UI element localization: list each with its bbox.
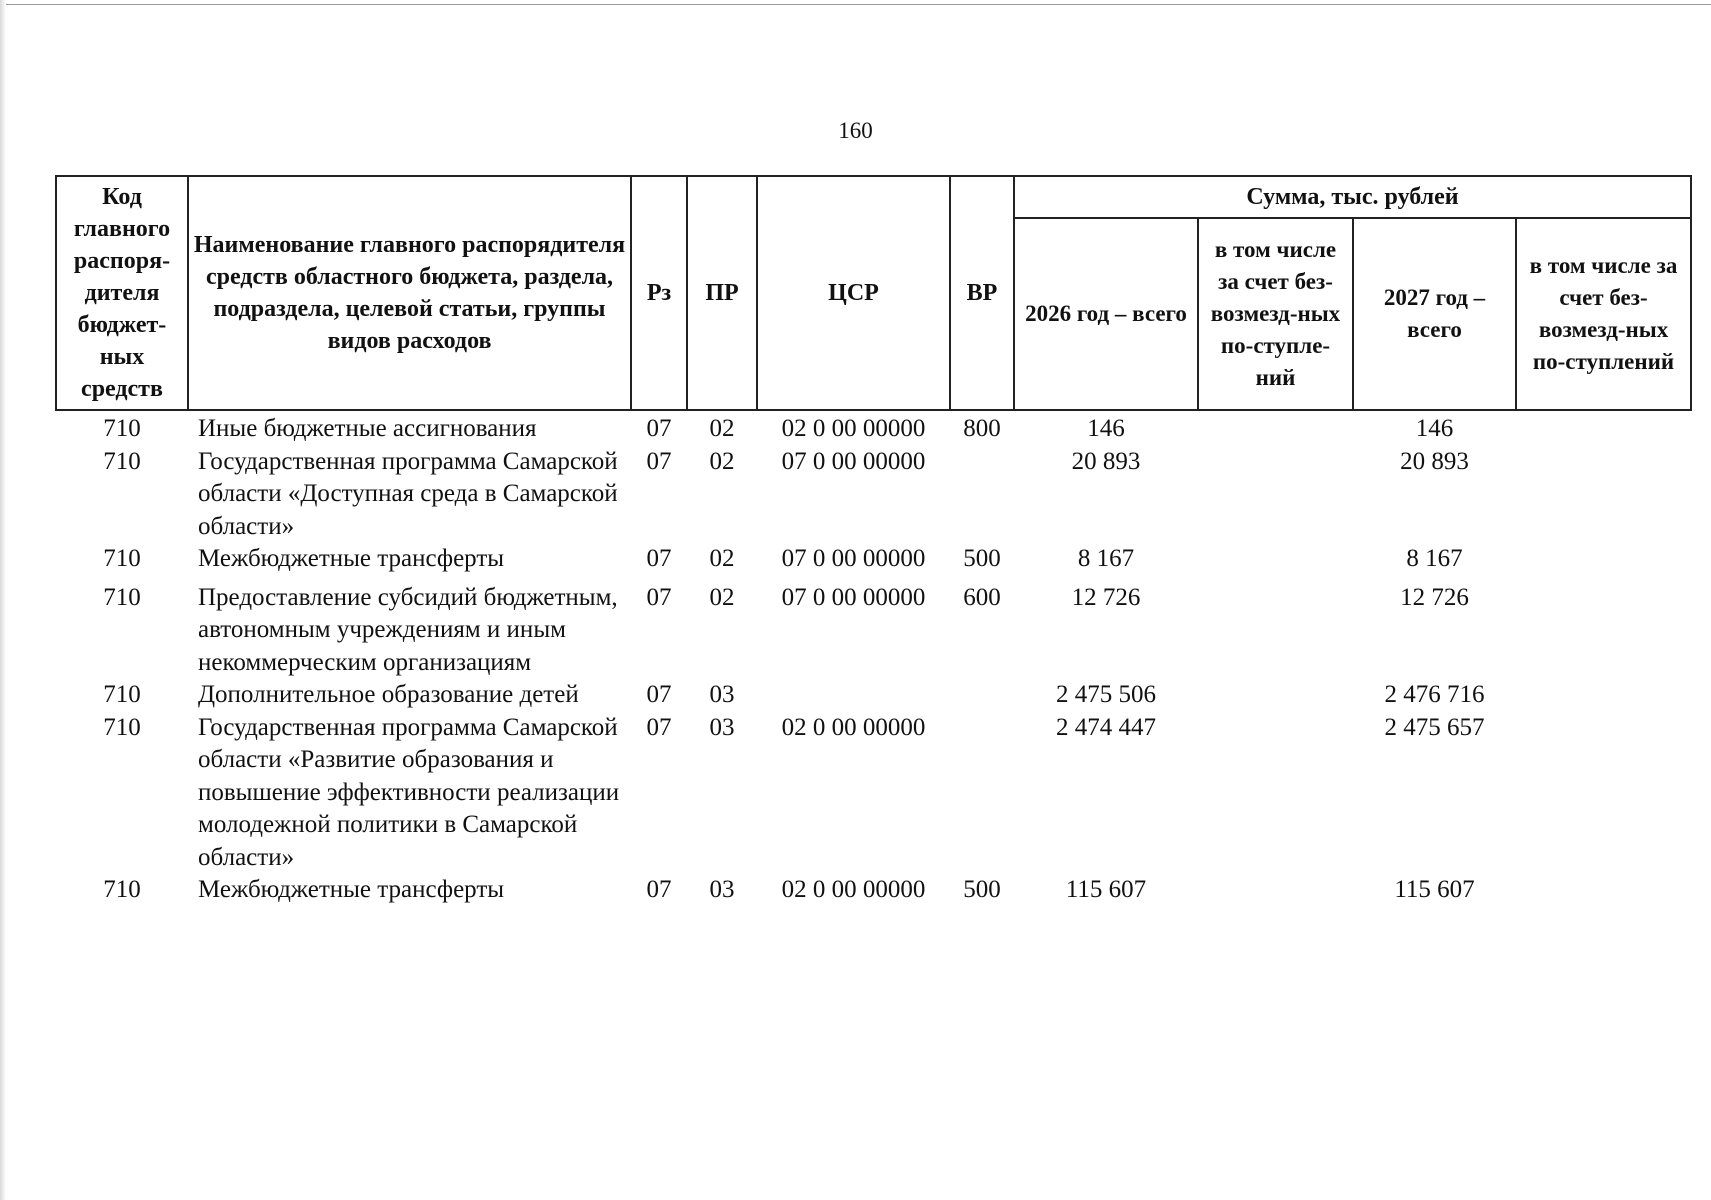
cell-rz: 07 — [646, 447, 672, 475]
cell-2026-total: 146 — [1087, 415, 1125, 442]
header-2026-free: в том числе за счет без-возмезд-ных по-ступле-ний — [1198, 218, 1353, 410]
cell-2026-free — [1198, 712, 1353, 875]
header-pr: ПР — [687, 176, 757, 410]
header-name: Наименование главного распорядителя средств областного бюджета, раздела, подраздела, целевой статьи, группы видов расходов — [188, 176, 631, 410]
cell-2027-free — [1516, 874, 1691, 907]
cell-vr: 600 — [963, 583, 1001, 611]
cell-rz: 07 — [646, 876, 672, 903]
cell-code: 710 — [103, 713, 141, 741]
table-row — [56, 543, 1691, 576]
cell-csr: 07 0 00 00000 — [781, 583, 926, 611]
cell-rz: 07 — [646, 713, 672, 741]
cell-vr: 800 — [963, 415, 1001, 442]
cell-vr — [950, 679, 1014, 712]
cell-vr — [950, 712, 1014, 875]
cell-pr: 03 — [709, 681, 735, 708]
cell-csr: 07 0 00 00000 — [781, 447, 926, 475]
cell-code: 710 — [103, 583, 141, 611]
cell-2026-free — [1198, 576, 1353, 680]
cell-pr: 02 — [709, 583, 735, 611]
header-2027-free: в том числе за счет без-возмезд-ных по-ступлений — [1516, 218, 1691, 410]
header-row-1 — [56, 176, 1691, 218]
cell-code: 710 — [103, 447, 141, 475]
table-row — [56, 874, 1691, 907]
cell-rz: 07 — [646, 681, 672, 708]
header-vr: ВР — [950, 176, 1014, 410]
cell-2027-total: 2 476 716 — [1384, 681, 1485, 708]
cell-name: Государственная программа Самарской области «Доступная среда в Самарской области» — [198, 447, 618, 540]
cell-2027-free — [1516, 410, 1691, 446]
cell-2027-free — [1516, 446, 1691, 544]
cell-2026-free — [1198, 410, 1353, 446]
header-rz: Рз — [631, 176, 687, 410]
cell-2026-total: 12 726 — [1071, 583, 1141, 611]
cell-vr — [950, 446, 1014, 544]
cell-2026-free — [1198, 874, 1353, 907]
cell-vr: 500 — [963, 876, 1001, 903]
cell-pr: 02 — [709, 545, 735, 572]
header-csr: ЦСР — [757, 176, 950, 410]
cell-pr: 02 — [709, 415, 735, 442]
scan-left-edge — [0, 0, 6, 1200]
top-rule — [0, 4, 1711, 5]
cell-csr: 02 0 00 00000 — [781, 713, 926, 741]
cell-name: Межбюджетные трансферты — [198, 876, 505, 903]
cell-2027-free — [1516, 679, 1691, 712]
table-row — [56, 679, 1691, 712]
table-body — [56, 410, 1691, 907]
cell-2027-total: 8 167 — [1406, 545, 1463, 572]
header-code: Код главного распоря-дителя бюджет-ных средств — [56, 176, 188, 410]
cell-2027-free — [1516, 712, 1691, 875]
cell-2026-free — [1198, 446, 1353, 544]
cell-2027-free — [1516, 576, 1691, 680]
cell-name: Дополнительное образование детей — [198, 681, 579, 708]
page-number: 160 — [838, 118, 873, 143]
cell-2026-total: 20 893 — [1071, 447, 1141, 475]
cell-2027-free — [1516, 543, 1691, 576]
header-2027-total: 2027 год – всего — [1353, 218, 1516, 410]
header-sum-group: Сумма, тыс. рублей — [1014, 176, 1691, 218]
cell-2027-total: 2 475 657 — [1384, 713, 1485, 741]
cell-csr: 02 0 00 00000 — [781, 415, 926, 442]
table-row — [56, 712, 1691, 875]
cell-vr: 500 — [963, 545, 1001, 572]
cell-rz: 07 — [646, 545, 672, 572]
cell-rz: 07 — [646, 583, 672, 611]
cell-2026-free — [1198, 679, 1353, 712]
table-row — [56, 446, 1691, 544]
cell-code: 710 — [103, 681, 141, 708]
cell-csr — [757, 679, 950, 712]
table-header — [56, 176, 1691, 410]
cell-name: Межбюджетные трансферты — [198, 545, 505, 572]
cell-pr: 03 — [709, 713, 735, 741]
cell-name: Иные бюджетные ассигнования — [198, 415, 537, 442]
cell-2026-total: 2 474 447 — [1056, 713, 1156, 741]
cell-pr: 02 — [709, 447, 735, 475]
cell-csr: 07 0 00 00000 — [781, 545, 926, 572]
cell-2026-total: 8 167 — [1077, 545, 1135, 572]
table-row — [56, 410, 1691, 446]
cell-code: 710 — [103, 415, 141, 442]
cell-2027-total: 20 893 — [1400, 447, 1469, 475]
cell-2027-total: 146 — [1415, 415, 1454, 442]
cell-csr: 02 0 00 00000 — [781, 876, 926, 903]
header-2026-total: 2026 год – всего — [1014, 218, 1198, 410]
cell-name: Государственная программа Самарской области «Развитие образования и повышение эффективности реализации молодежной политики в Самарской области» — [198, 713, 620, 871]
cell-code: 710 — [103, 876, 141, 903]
cell-rz: 07 — [646, 415, 672, 442]
cell-2026-free — [1198, 543, 1353, 576]
cell-2026-total: 2 475 506 — [1056, 681, 1156, 708]
cell-pr: 03 — [709, 876, 735, 903]
cell-code: 710 — [103, 545, 141, 572]
table-row — [56, 576, 1691, 680]
cell-2027-total: 12 726 — [1400, 583, 1469, 611]
budget-table — [55, 175, 1692, 907]
cell-2027-total: 115 607 — [1394, 876, 1475, 903]
cell-name: Предоставление субсидий бюджетным, автономным учреждениям и иным некоммерческим организациям — [198, 583, 618, 676]
cell-2026-total: 115 607 — [1065, 876, 1147, 903]
